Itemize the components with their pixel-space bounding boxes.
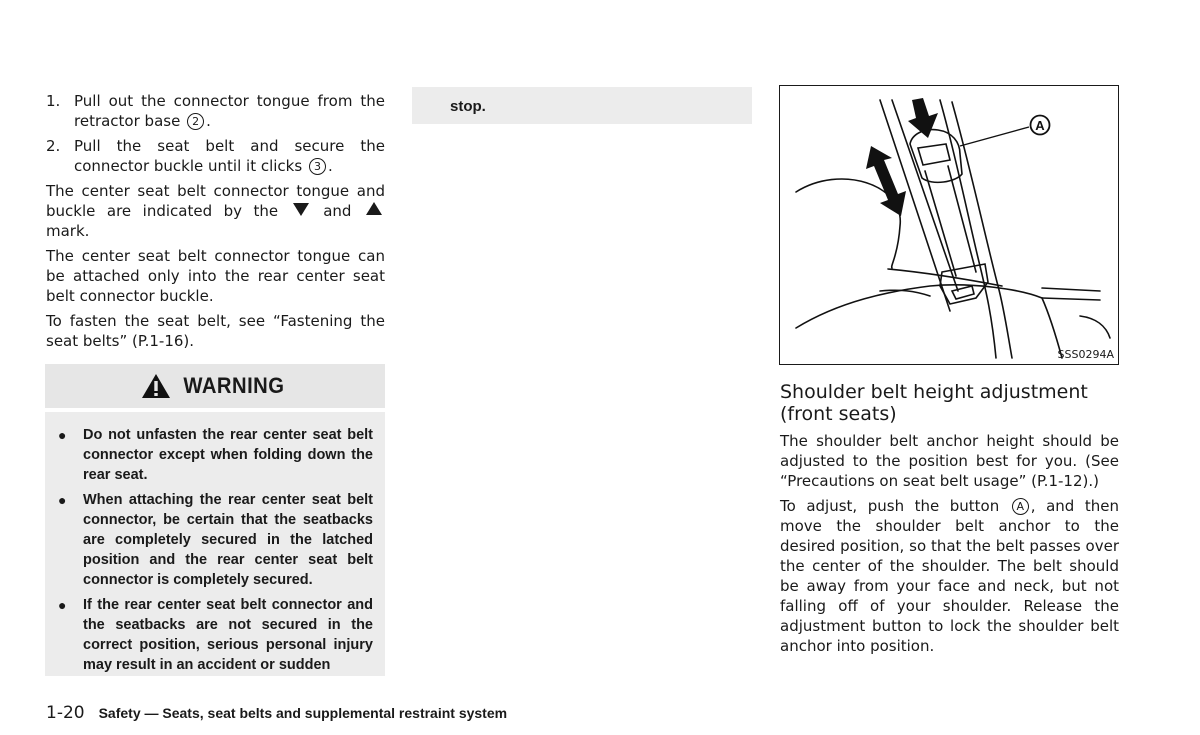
paragraph-text: The center seat belt connector tongue and buckle are indicated by the (46, 182, 385, 220)
circled-3-marker: 3 (309, 158, 326, 175)
paragraph-markers (46, 181, 385, 241)
right-column (780, 381, 1119, 661)
warning-item (55, 490, 373, 590)
warning-continuation-box (412, 87, 752, 124)
warning-item-text: Do not unfasten the rear center seat belt connector except when folding down the rear seat. (83, 427, 373, 483)
warning-list (45, 412, 385, 675)
warning-item-text: When attaching the rear center seat belt connector, be certain that the seatbacks are completely secured in the latched position and the rear center seat belt connector is completely secured. (83, 492, 373, 588)
callout-a-label: A (1035, 118, 1045, 133)
left-column (46, 91, 385, 356)
page-number: 1-20 (46, 703, 85, 723)
paragraph-adjust (780, 496, 1119, 656)
warning-title: WARNING (183, 373, 285, 398)
figure-code: SSS0294A (1057, 348, 1114, 361)
warning-item (55, 595, 373, 675)
paragraph-fasten-reference: To fasten the seat belt, see “Fastening the seat belts” (P.1-16). (46, 312, 385, 350)
step-punct: . (206, 112, 211, 130)
warning-icon (141, 373, 171, 399)
warning-item (55, 425, 373, 485)
paragraph-text: mark. (46, 222, 90, 240)
shoulder-anchor-drawing (780, 86, 1118, 364)
paragraph-text: and (323, 202, 352, 220)
paragraph-text: , and then move the shoulder belt anchor to the desired position, so that the belt passes over the center of the shoulder. The belt should be away from your face and neck, but not falling off of your shoulder. Release the adjustment button to lock the shoulder belt anchor into position. (780, 497, 1119, 655)
warning-body (45, 412, 385, 676)
paragraph-anchor-height: The shoulder belt anchor height should be adjusted to the position best for you. (See “Precautions on seat belt usage” (P.1-12).) (780, 432, 1119, 490)
section-heading: Shoulder belt height adjustment (front seats) (780, 381, 1088, 425)
step-text: Pull the seat belt and secure the connector buckle until it clicks (74, 137, 385, 175)
section-title: Safety — Seats, seat belts and supplemental restraint system (98, 705, 508, 721)
seat-belt-anchor-illustration (779, 85, 1119, 365)
down-triangle-icon (293, 203, 309, 216)
paragraph-text: To adjust, push the button (780, 497, 1000, 515)
step-punct: . (327, 157, 333, 175)
bullet-icon: ● (58, 492, 67, 508)
step-text: Pull out the connector tongue from the retractor base (74, 92, 385, 130)
warning-item-text: If the rear center seat belt connector and the seatbacks are not secured in the correct position, serious personal injury may result in an accident or sudden (83, 597, 373, 673)
step-1 (46, 91, 385, 131)
step-number: 2. (46, 137, 61, 155)
warning-header (45, 364, 385, 408)
circled-2-marker: 2 (187, 113, 204, 130)
page-footer (46, 703, 507, 723)
paragraph-attach: The center seat belt connector tongue can be attached only into the rear center seat belt connector buckle. (46, 247, 385, 305)
step-number: 1. (46, 92, 61, 110)
up-triangle-icon (366, 202, 382, 215)
warning-continuation-text: stop. (450, 98, 486, 115)
bullet-icon: ● (58, 597, 67, 613)
bullet-icon: ● (58, 427, 67, 443)
circled-a-marker: A (1012, 498, 1029, 515)
step-2 (46, 136, 385, 176)
